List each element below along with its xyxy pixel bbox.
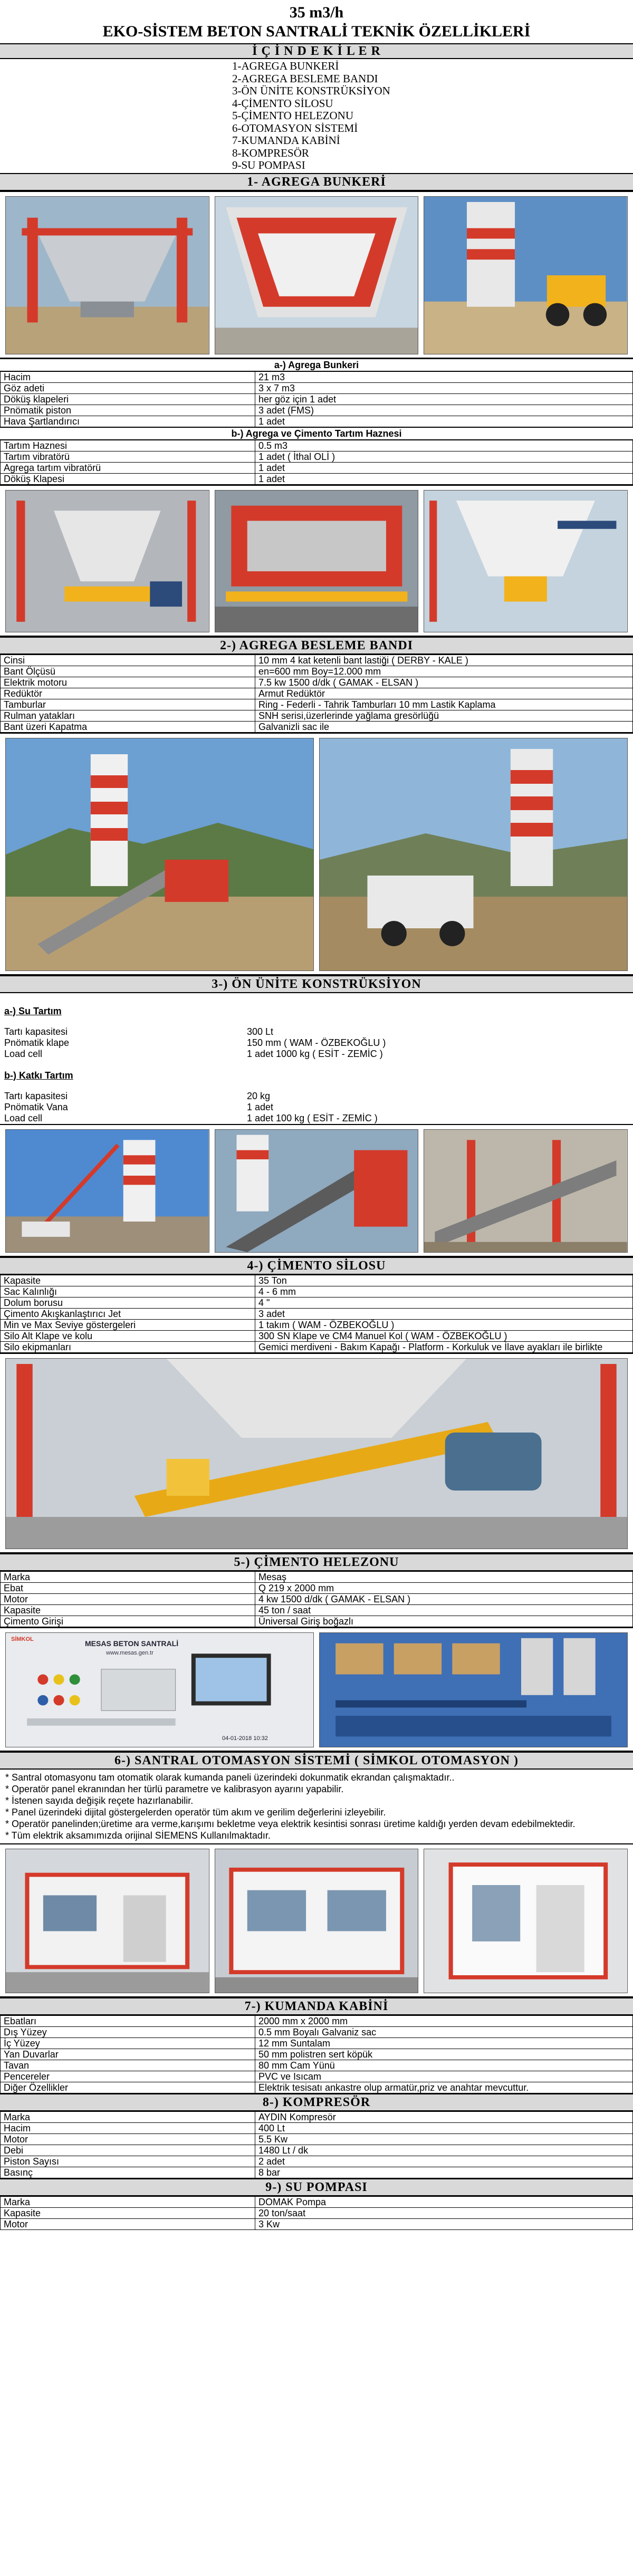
spec-key: Hacim — [1, 371, 255, 382]
table-row — [1, 2196, 633, 2207]
table-row — [1, 2015, 633, 2026]
table-row — [1, 1593, 633, 1604]
list-item — [4, 1102, 629, 1113]
panel-time: 04-01-2018 10:32 — [222, 1735, 268, 1742]
spec-key: Tartım Haznesi — [1, 440, 255, 451]
spec-key: Ebatları — [1, 2015, 255, 2026]
photo-weigh-2 — [215, 490, 419, 632]
table-row — [1, 2156, 633, 2167]
toc-item: 7-KUMANDA KABİNİ — [232, 134, 340, 147]
spec-value: 3 Kw — [255, 2218, 633, 2229]
table-row — [1, 382, 633, 393]
spec-key: Marka — [1, 2196, 255, 2207]
spec-key: Marka — [1, 1571, 255, 1582]
spec-key: Basınç — [1, 2167, 255, 2178]
spec-value: DOMAK Pompa — [255, 2196, 633, 2207]
list-item: * Operatör panel ekranından her türlü parametre ve kalibrasyon ayarını yapabilir. — [5, 1783, 344, 1794]
spec-value: 3 adet (FMS) — [255, 405, 633, 416]
table-row — [1, 655, 633, 666]
table-row — [1, 2145, 633, 2156]
photo-control-panel — [5, 1632, 314, 1747]
spec-key: Tavan — [1, 2060, 255, 2071]
photo-row-screw — [0, 1353, 633, 1553]
table-row — [1, 2122, 633, 2133]
spec-key: Kapasite — [1, 2207, 255, 2218]
table-row — [1, 405, 633, 416]
spec-key: Motor — [1, 2218, 255, 2229]
spec-value: 400 Lt — [255, 2122, 633, 2133]
spec-value: 80 mm Cam Yünü — [255, 2060, 633, 2071]
photo-hmi-screen — [319, 1632, 628, 1747]
list-item: * Operatör panelinden;üretime ara verme,karışımı bekletme veya elektrik kesintisi sonrası üretime kaldığı yerden devam edebilmektedir. — [5, 1818, 576, 1829]
spec-value: 1 adet ( İthal OLİ ) — [255, 451, 633, 462]
spec-key: Göz adeti — [1, 382, 255, 393]
table-row — [1, 688, 633, 699]
spec-key: Load cell — [4, 1048, 43, 1059]
table-row — [1, 1341, 633, 1352]
spec-key: Cinsi — [1, 655, 255, 666]
spec-value: SNH serisi,üzerlerinde yağlama gresörlüğü — [255, 710, 633, 721]
spec-key: Motor — [1, 1593, 255, 1604]
spec-value: Elektrik tesisatı ankastre olup armatür,priz ve anahtar mevcuttur. — [255, 2082, 633, 2093]
doc-title: EKO-SİSTEM BETON SANTRALİ TEKNİK ÖZELLİKLERİ — [102, 23, 531, 40]
spec-value: AYDIN Kompresör — [255, 2111, 633, 2122]
spec-value: 1 adet — [255, 473, 633, 484]
table-row — [1, 1616, 633, 1627]
table-row — [1, 2218, 633, 2229]
spec-value: 0.5 mm Boyalı Galvaniz sac — [255, 2026, 633, 2037]
spec-key: Kapasite — [1, 1275, 255, 1286]
table-row — [1, 440, 633, 451]
table-row — [1, 1582, 633, 1593]
spec-value: Üniversal Giriş boğazlı — [255, 1616, 633, 1627]
doc-capacity: 35 m3/h — [289, 4, 344, 21]
photo-row-bunker — [0, 191, 633, 359]
table-row — [1, 2207, 633, 2218]
spec-value: 1 adet 1000 kg ( ESİT - ZEMİC ) — [247, 1048, 383, 1059]
spec-value: 21 m3 — [255, 371, 633, 382]
list-item: * Panel üzerindeki dijital göstergelerden operatör tüm akım ve gerilim değerlerini izleyebilir. — [5, 1806, 386, 1818]
subsection-1b-heading: b-) Agrega ve Çimento Tartım Haznesi — [0, 427, 633, 440]
toc-item: 6-OTOMASYON SİSTEMİ — [232, 121, 358, 134]
spec-key: Pencereler — [1, 2071, 255, 2082]
list-item — [4, 1049, 629, 1060]
subsection-1a-heading: a-) Agrega Bunkeri — [0, 359, 633, 371]
table-row — [1, 677, 633, 688]
section-8-heading: 8-) KOMPRESÖR — [0, 2093, 633, 2111]
spec-value: 1 adet 100 kg ( ESİT - ZEMİC ) — [247, 1112, 378, 1123]
photo-row-front-unit — [0, 1124, 633, 1257]
photo-row-conveyor — [0, 733, 633, 975]
table-row — [1, 2167, 633, 2178]
spec-key: Load cell — [4, 1112, 43, 1123]
spec-key: Piston Sayısı — [1, 2156, 255, 2167]
spec-value: PVC ve Isıcam — [255, 2071, 633, 2082]
table-of-contents — [0, 59, 633, 173]
spec-key: Hava Şartlandırıcı — [1, 416, 255, 427]
table-row — [1, 393, 633, 405]
spec-key: Dış Yüzey — [1, 2026, 255, 2037]
table-row — [1, 2037, 633, 2049]
list-item — [4, 1091, 629, 1102]
table-row — [1, 1319, 633, 1330]
section-9-heading: 9-) SU POMPASI — [0, 2178, 633, 2196]
spec-value: 300 Lt — [247, 1026, 274, 1037]
photo-cement-screw — [5, 1358, 628, 1549]
spec-table-9 — [0, 2196, 633, 2230]
list-item: * Tüm elektrik aksamımızda orijinal SİEMENS Kullanılmaktadır. — [5, 1830, 271, 1841]
spec-key: Redüktör — [1, 688, 255, 699]
table-row — [1, 1275, 633, 1286]
panel-name: MESAS BETON SANTRALİ — [85, 1639, 179, 1648]
spec-key: Bant Ölçüsü — [1, 666, 255, 677]
toc-item: 8-KOMPRESÖR — [232, 146, 309, 159]
spec-value: 2000 mm x 2000 mm — [255, 2015, 633, 2026]
section-1-heading: 1- AGREGA BUNKERİ — [0, 173, 633, 191]
spec-value: 1 adet — [255, 462, 633, 473]
spec-value: Mesaş — [255, 1571, 633, 1582]
table-row — [1, 2111, 633, 2122]
section-2-heading: 2-) AGREGA BESLEME BANDI — [0, 637, 633, 655]
spec-value: 1480 Lt / dk — [255, 2145, 633, 2156]
spec-table-1a — [0, 371, 633, 427]
spec-key: Pnömatik piston — [1, 405, 255, 416]
section-4-heading: 4-) ÇİMENTO SİLOSU — [0, 1257, 633, 1275]
spec-table-7 — [0, 2015, 633, 2093]
spec-value: 35 Ton — [255, 1275, 633, 1286]
table-row — [1, 1297, 633, 1308]
spec-value: 45 ton / saat — [255, 1604, 633, 1616]
spec-key: Dolum borusu — [1, 1297, 255, 1308]
spec-key: Elektrik motoru — [1, 677, 255, 688]
spec-key: Pnömatik Vana — [4, 1101, 68, 1112]
photo-cabin-3 — [424, 1849, 628, 1993]
spec-key: Ebat — [1, 1582, 255, 1593]
spec-value: 4 kw 1500 d/dk ( GAMAK - ELSAN ) — [255, 1593, 633, 1604]
table-row — [1, 2049, 633, 2060]
list-item — [4, 1037, 629, 1049]
photo-bunker-1 — [5, 196, 209, 354]
spec-value: her göz için 1 adet — [255, 393, 633, 405]
photo-conveyor-2 — [319, 738, 628, 971]
photo-conveyor-1 — [5, 738, 314, 971]
spec-table-2 — [0, 655, 633, 733]
table-row — [1, 451, 633, 462]
list-item — [4, 1026, 629, 1037]
section-3-heading: 3-) ÖN ÜNİTE KONSTRÜKSİYON — [0, 975, 633, 993]
spec-key: Tartı kapasitesi — [4, 1090, 68, 1101]
table-row — [1, 2026, 633, 2037]
table-row — [1, 1571, 633, 1582]
toc-heading: İ Ç İ N D E K İ L E R — [0, 43, 633, 59]
spec-value: 7.5 kw 1500 d/dk ( GAMAK - ELSAN ) — [255, 677, 633, 688]
spec-value: 4 " — [255, 1297, 633, 1308]
spec-value: 1 adet — [247, 1101, 274, 1112]
table-row — [1, 1286, 633, 1297]
photo-row-cabin — [0, 1843, 633, 1997]
spec-key: Bant üzeri Kapatma — [1, 721, 255, 732]
toc-item: 3-ÖN ÜNİTE KONSTRÜKSİYON — [232, 84, 390, 97]
subsection-3b-heading: b-) Katkı Tartım — [4, 1070, 73, 1081]
table-row — [1, 371, 633, 382]
list-item — [4, 1113, 629, 1124]
panel-url: www.mesas.gen.tr — [106, 1649, 154, 1656]
spec-table-5 — [0, 1571, 633, 1627]
spec-key: Diğer Özellikler — [1, 2082, 255, 2093]
spec-key: Rulman yatakları — [1, 710, 255, 721]
table-row — [1, 699, 633, 710]
spec-value: en=600 mm Boy=12.000 mm — [255, 666, 633, 677]
spec-value: Galvanizli sac ile — [255, 721, 633, 732]
table-row — [1, 2082, 633, 2093]
table-row — [1, 2060, 633, 2071]
spec-value: 4 - 6 mm — [255, 1286, 633, 1297]
spec-value: Ring - Federli - Tahrik Tamburları 10 mm Lastik Kaplama — [255, 699, 633, 710]
photo-front-unit-2 — [215, 1129, 419, 1253]
table-row — [1, 710, 633, 721]
spec-key: Tartım vibratörü — [1, 451, 255, 462]
list-item: * İstenen sayıda değişik reçete hazırlanabilir. — [5, 1795, 194, 1806]
section-5-heading: 5-) ÇİMENTO HELEZONU — [0, 1553, 633, 1571]
spec-value: 300 SN Klape ve CM4 Manuel Kol ( WAM - ÖZBEKOĞLU ) — [255, 1330, 633, 1341]
spec-table-4 — [0, 1275, 633, 1353]
table-row — [1, 666, 633, 677]
spec-key: Yan Duvarlar — [1, 2049, 255, 2060]
photo-front-unit-3 — [424, 1129, 628, 1253]
photo-weigh-1 — [5, 490, 209, 632]
spec-value: 150 mm ( WAM - ÖZBEKOĞLU ) — [247, 1037, 386, 1048]
spec-value: 2 adet — [255, 2156, 633, 2167]
spec-key: Silo ekipmanları — [1, 1341, 255, 1352]
spec-value: 8 bar — [255, 2167, 633, 2178]
table-row — [1, 1604, 633, 1616]
spec-key: Agrega tartım vibratörü — [1, 462, 255, 473]
toc-item: 9-SU POMPASI — [232, 159, 305, 171]
spec-value: 20 kg — [247, 1090, 271, 1101]
spec-key: Silo Alt Klape ve kolu — [1, 1330, 255, 1341]
photo-front-unit-1 — [5, 1129, 209, 1253]
spec-key: Tartı kapasitesi — [4, 1026, 68, 1037]
spec-value: 3 x 7 m3 — [255, 382, 633, 393]
spec-key: Pnömatik klape — [4, 1037, 70, 1048]
spec-value: 3 adet — [255, 1308, 633, 1319]
table-row — [1, 2071, 633, 2082]
spec-key: Döküş klapeleri — [1, 393, 255, 405]
spec-table-8 — [0, 2111, 633, 2178]
table-row — [1, 416, 633, 427]
toc-item: 2-AGREGA BESLEME BANDI — [232, 72, 378, 85]
spec-key: Min ve Max Seviye göstergeleri — [1, 1319, 255, 1330]
table-row — [1, 462, 633, 473]
spec-value: 20 ton/saat — [255, 2207, 633, 2218]
table-row — [1, 721, 633, 732]
spec-table-1b — [0, 440, 633, 485]
spec-value: 1 adet — [255, 416, 633, 427]
spec-key: Sac Kalınlığı — [1, 1286, 255, 1297]
spec-value: 10 mm 4 kat ketenli bant lastiği ( DERBY - KALE ) — [255, 655, 633, 666]
spec-value: 1 takım ( WAM - ÖZBEKOĞLU ) — [255, 1319, 633, 1330]
spec-key: Döküş Klapesi — [1, 473, 255, 484]
spec-value: Q 219 x 2000 mm — [255, 1582, 633, 1593]
section-6-heading: 6-) SANTRAL OTOMASYON SİSTEMİ ( SİMKOL OTOMASYON ) — [0, 1752, 633, 1770]
toc-item: 1-AGREGA BUNKERİ — [232, 60, 339, 72]
spec-value: 0.5 m3 — [255, 440, 633, 451]
photo-weigh-3 — [424, 490, 628, 632]
spec-key: Marka — [1, 2111, 255, 2122]
spec-value: 12 mm Suntalam — [255, 2037, 633, 2049]
automation-features — [0, 1770, 633, 1843]
table-row — [1, 1330, 633, 1341]
spec-value: Gemici merdiveni - Bakım Kapağı - Platform - Korkuluk ve İlave ayakları ile birlikte — [255, 1341, 633, 1352]
photo-row-automation — [0, 1627, 633, 1752]
spec-key: İç Yüzey — [1, 2037, 255, 2049]
spec-key: Debi — [1, 2145, 255, 2156]
spec-value: 5.5 Kw — [255, 2133, 633, 2145]
spec-key: Çimento Girişi — [1, 1616, 255, 1627]
photo-row-weigh-hopper — [0, 485, 633, 637]
spec-key: Hacim — [1, 2122, 255, 2133]
section-3-body — [0, 993, 633, 1124]
list-item: * Santral otomasyonu tam otomatik olarak kumanda paneli üzerindeki dokunmatik ekrandan çalışmaktadır.. — [5, 1772, 455, 1783]
spec-value: Armut Redüktör — [255, 688, 633, 699]
photo-bunker-2 — [215, 196, 419, 354]
photo-cabin-2 — [215, 1849, 419, 1993]
toc-item: 4-ÇİMENTO SİLOSU — [232, 97, 333, 110]
table-row — [1, 2133, 633, 2145]
spec-key: Kapasite — [1, 1604, 255, 1616]
section-7-heading: 7-) KUMANDA KABİNİ — [0, 1997, 633, 2015]
subsection-3a-heading: a-) Su Tartım — [4, 1005, 62, 1016]
table-row — [1, 473, 633, 484]
spec-key: Motor — [1, 2133, 255, 2145]
spec-key: Çimento Akışkanlaştırıcı Jet — [1, 1308, 255, 1319]
spec-key: Tamburlar — [1, 699, 255, 710]
toc-item: 5-ÇİMENTO HELEZONU — [232, 109, 353, 122]
panel-brand: SİMKOL — [11, 1636, 34, 1642]
photo-bunker-3 — [424, 196, 628, 354]
spec-value: 50 mm polistren sert köpük — [255, 2049, 633, 2060]
table-row — [1, 1308, 633, 1319]
photo-cabin-1 — [5, 1849, 209, 1993]
